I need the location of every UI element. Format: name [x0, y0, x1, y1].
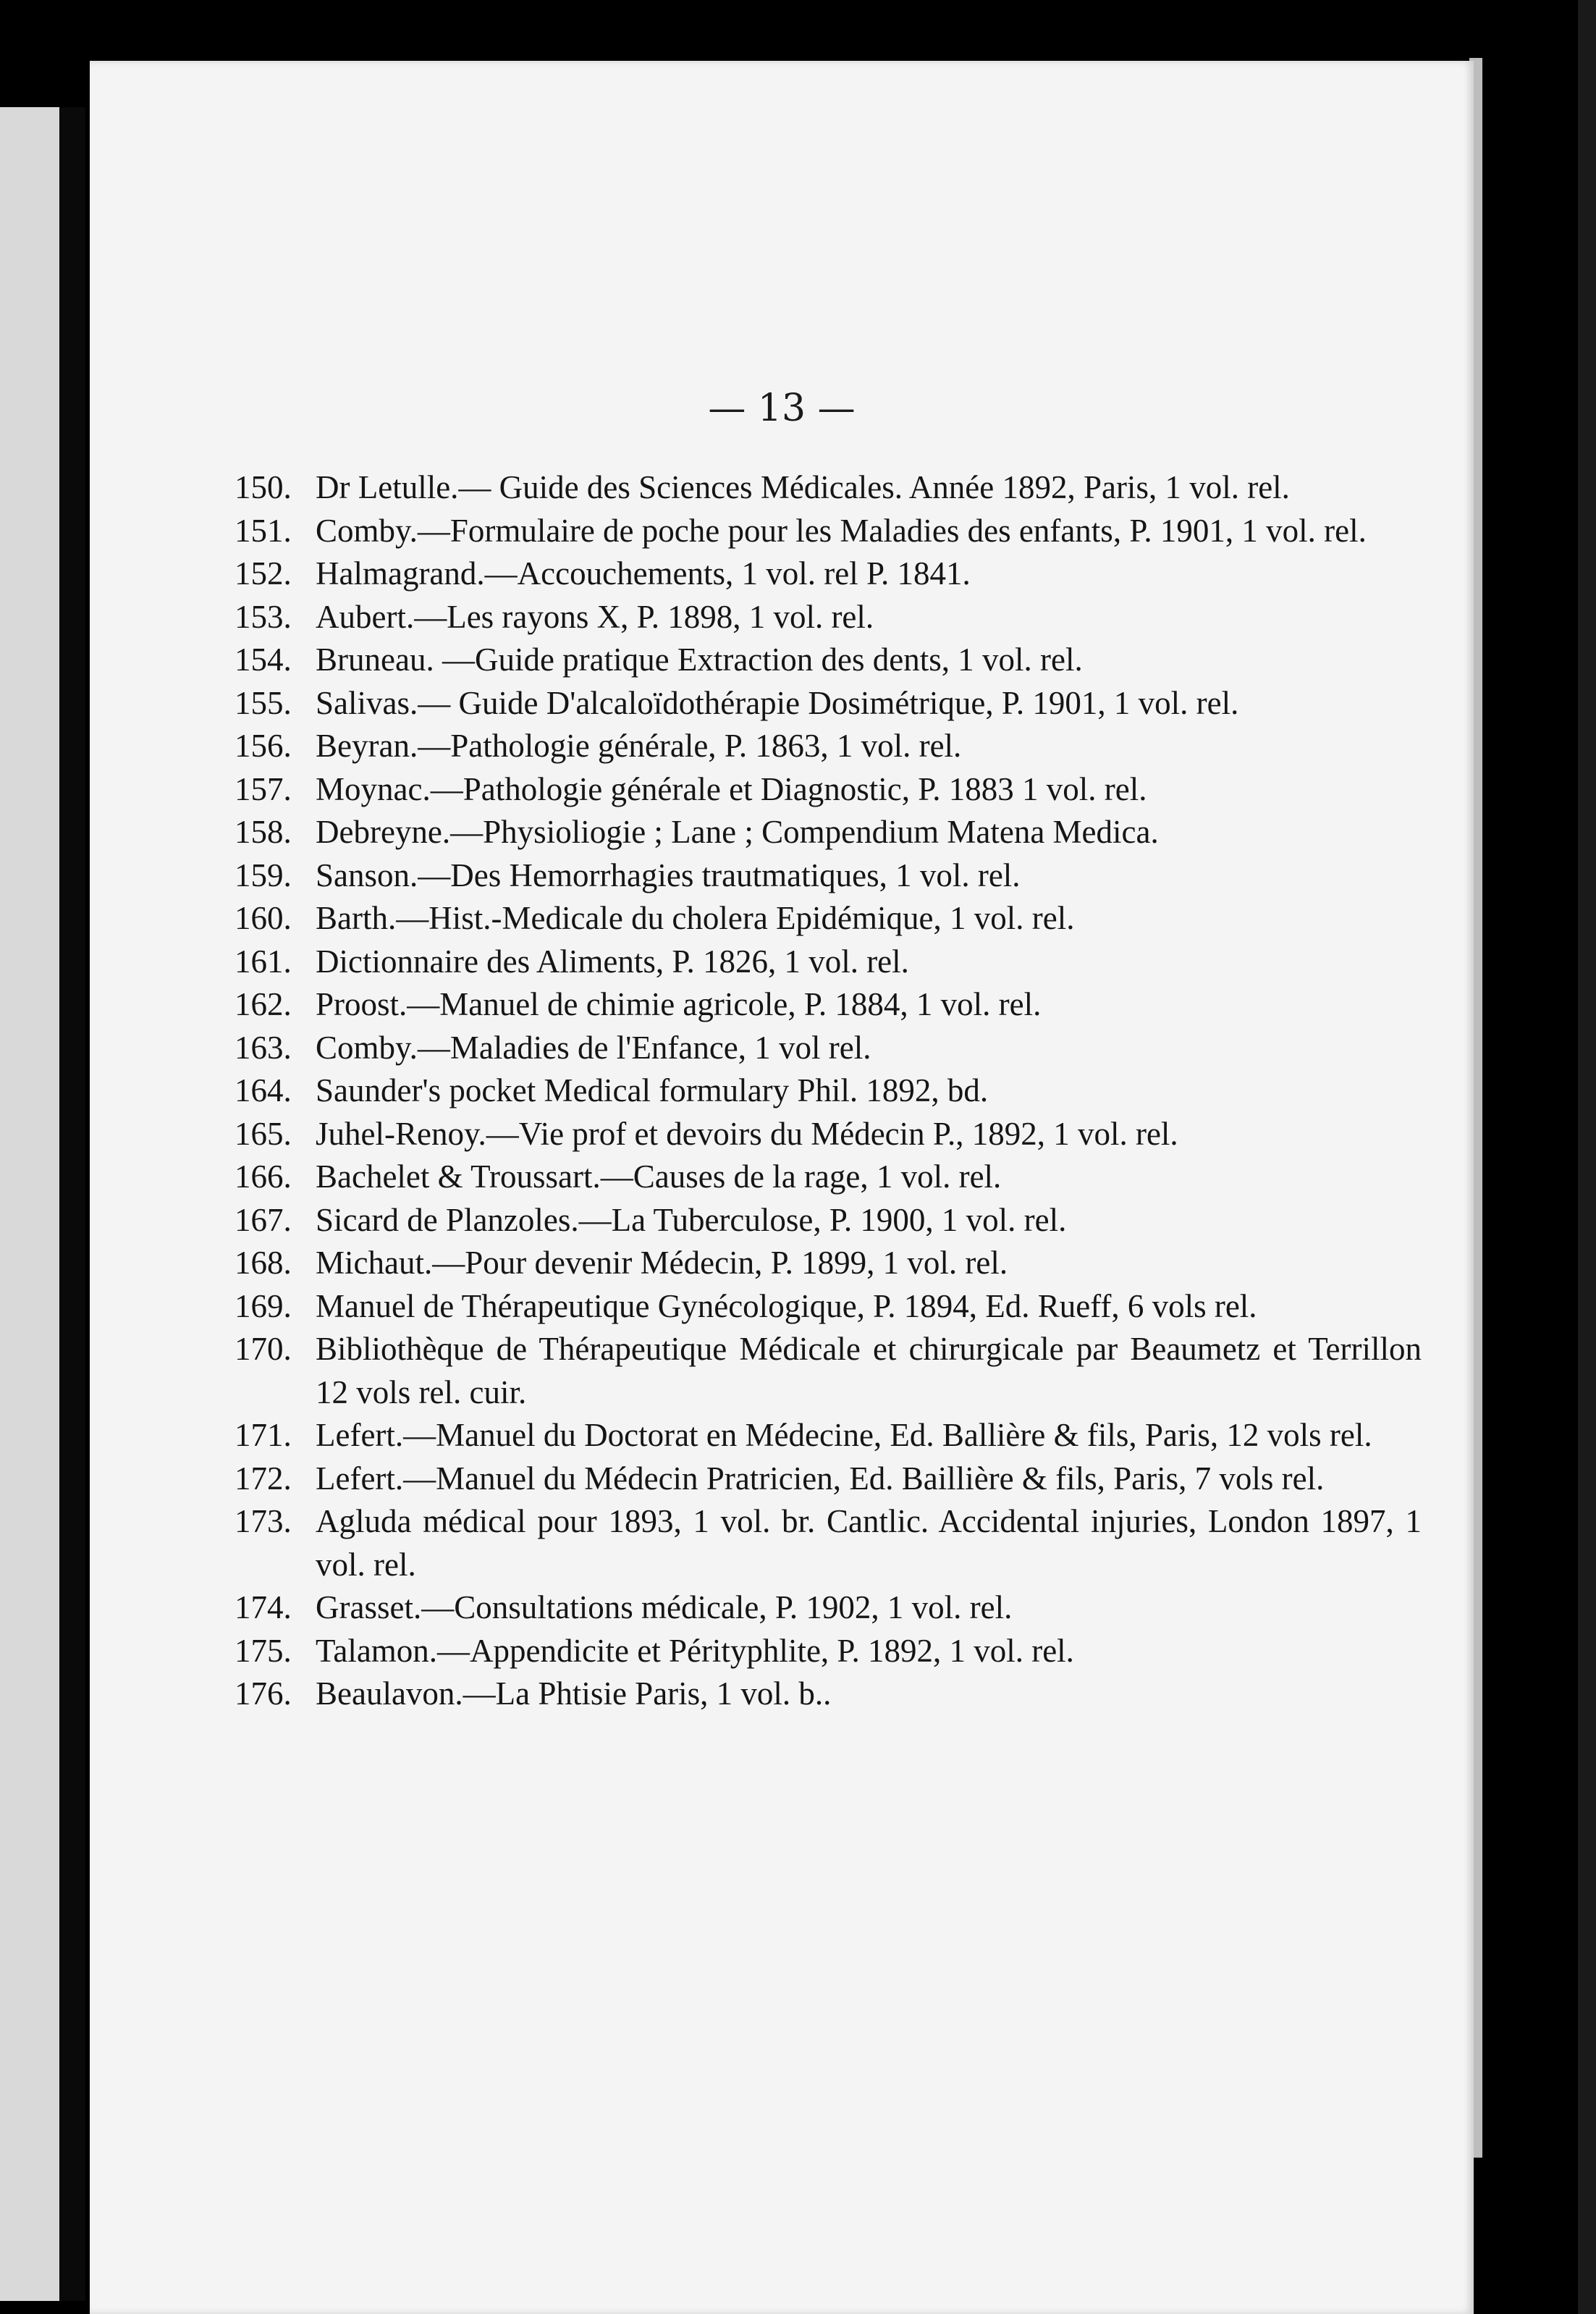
entry-text: Comby.—Maladies de l'Enfance, 1 vol rel.: [316, 1029, 871, 1066]
entry-number: 169.: [235, 1287, 292, 1324]
catalog-entry: [235, 768, 1422, 812]
document-page: [90, 61, 1474, 2314]
catalog-entry: [235, 1457, 1422, 1501]
entry-number: 160.: [235, 900, 292, 936]
catalog-entry: [235, 1069, 1422, 1113]
entry-text: Manuel de Thérapeutique Gynécologique, P. 1894, Ed. Rueff, 6 vols rel.: [316, 1287, 1257, 1324]
entry-text: Barth.—Hist.-Medicale du cholera Epidémique, 1 vol. rel.: [316, 900, 1075, 936]
catalog-entry: [235, 639, 1422, 682]
entry-number: 163.: [235, 1029, 292, 1066]
entry-text: Saunder's pocket Medical formulary Phil. 1892, bd.: [316, 1072, 989, 1108]
catalog-entry: [235, 1414, 1422, 1457]
entry-text: Sicard de Planzoles.—La Tuberculose, P. 1900, 1 vol. rel.: [316, 1201, 1067, 1238]
catalog-entry: [235, 1027, 1422, 1070]
entry-text: Dictionnaire des Aliments, P. 1826, 1 vol. rel.: [316, 943, 909, 980]
entry-text: Bibliothèque de Thérapeutique Médicale et chirurgicale par Beaumetz et Terrillon 12 vols rel. cuir.: [316, 1331, 1422, 1410]
entry-number: 165.: [235, 1115, 292, 1152]
entry-text: Grasset.—Consultations médicale, P. 1902, 1 vol. rel.: [316, 1589, 1013, 1625]
catalog-entry: [235, 1586, 1422, 1630]
entry-number: 167.: [235, 1201, 292, 1238]
catalog-entry: [235, 1156, 1422, 1199]
catalog-entry: [235, 811, 1422, 854]
entry-number: 154.: [235, 641, 292, 678]
entry-text: Juhel-Renoy.—Vie prof et devoirs du Médecin P., 1892, 1 vol. rel.: [316, 1115, 1178, 1152]
book-gutter: [59, 107, 85, 2301]
catalog-entry: [235, 983, 1422, 1027]
entry-number: 153.: [235, 598, 292, 635]
catalog-entry: [235, 682, 1422, 725]
catalog-entry: [235, 1328, 1422, 1414]
entry-number: 176.: [235, 1675, 292, 1712]
catalog-entry: [235, 1630, 1422, 1673]
catalog-entries: [235, 466, 1422, 1716]
entry-number: 151.: [235, 512, 292, 549]
catalog-entry: [235, 552, 1422, 596]
entry-number: 174.: [235, 1589, 292, 1625]
entry-text: Lefert.—Manuel du Médecin Pratricien, Ed. Baillière & fils, Paris, 7 vols rel.: [316, 1460, 1325, 1497]
entry-text: Salivas.— Guide D'alcaloïdothérapie Dosimétrique, P. 1901, 1 vol. rel.: [316, 684, 1239, 721]
entry-number: 172.: [235, 1460, 292, 1497]
entry-text: Proost.—Manuel de chimie agricole, P. 1884, 1 vol. rel.: [316, 986, 1042, 1022]
catalog-entry: [235, 1199, 1422, 1242]
catalog-entry: [235, 941, 1422, 984]
entry-number: 162.: [235, 986, 292, 1022]
scan-border-right: [1578, 0, 1596, 2314]
entry-number: 170.: [235, 1331, 292, 1367]
entry-text: Sanson.—Des Hemorrhagies trautmatiques, 1 vol. rel.: [316, 857, 1021, 893]
entry-text: Moynac.—Pathologie générale et Diagnostic, P. 1883 1 vol. rel.: [316, 770, 1147, 807]
entry-number: 164.: [235, 1072, 292, 1108]
entry-number: 157.: [235, 770, 292, 807]
entry-number: 171.: [235, 1417, 292, 1453]
entry-text: Aubert.—Les rayons X, P. 1898, 1 vol. rel.: [316, 598, 874, 635]
entry-text: Bruneau. —Guide pratique Extraction des dents, 1 vol. rel.: [316, 641, 1083, 678]
entry-text: Dr Letulle.— Guide des Sciences Médicales. Année 1892, Paris, 1 vol. rel.: [316, 469, 1290, 505]
entry-number: 156.: [235, 728, 292, 764]
page-number: — 13 —: [708, 387, 856, 430]
entry-text: Comby.—Formulaire de poche pour les Maladies des enfants, P. 1901, 1 vol. rel.: [316, 512, 1367, 549]
catalog-entry: [235, 1500, 1422, 1586]
entry-text: Beyran.—Pathologie générale, P. 1863, 1 vol. rel.: [316, 728, 962, 764]
entry-text: Talamon.—Appendicite et Pérityphlite, P. 1892, 1 vol. rel.: [316, 1632, 1074, 1669]
catalog-entry: [235, 466, 1422, 510]
entry-number: 173.: [235, 1503, 292, 1539]
entry-number: 168.: [235, 1245, 292, 1281]
entry-text: Beaulavon.—La Phtisie Paris, 1 vol. b..: [316, 1675, 832, 1712]
entry-number: 150.: [235, 469, 292, 505]
catalog-entry: [235, 1113, 1422, 1156]
entry-text: Halmagrand.—Accouchements, 1 vol. rel P. 1841.: [316, 555, 971, 592]
entry-text: Lefert.—Manuel du Doctorat en Médecine, Ed. Ballière & fils, Paris, 12 vols rel.: [316, 1417, 1372, 1453]
entry-number: 158.: [235, 814, 292, 850]
catalog-entry: [235, 596, 1422, 639]
catalog-entry: [235, 1242, 1422, 1285]
entry-number: 159.: [235, 857, 292, 893]
catalog-entry: [235, 854, 1422, 898]
catalog-entry: [235, 897, 1422, 941]
entry-text: Agluda médical pour 1893, 1 vol. br. Cantlic. Accidental injuries, London 1897, 1 vol. rel.: [316, 1503, 1422, 1583]
entry-text: Bachelet & Troussart.—Causes de la rage, 1 vol. rel.: [316, 1158, 1002, 1195]
entry-number: 166.: [235, 1158, 292, 1195]
entry-number: 175.: [235, 1632, 292, 1669]
catalog-entry: [235, 510, 1422, 553]
entry-number: 161.: [235, 943, 292, 980]
entry-text: Michaut.—Pour devenir Médecin, P. 1899, 1 vol. rel.: [316, 1245, 1008, 1281]
entry-number: 155.: [235, 684, 292, 721]
entry-number: 152.: [235, 555, 292, 592]
catalog-entry: [235, 1285, 1422, 1329]
catalog-entry: [235, 725, 1422, 768]
catalog-entry: [235, 1673, 1422, 1716]
facing-page-edge: [0, 107, 59, 2301]
entry-text: Debreyne.—Physioliogie ; Lane ; Compendium Matena Medica.: [316, 814, 1159, 850]
